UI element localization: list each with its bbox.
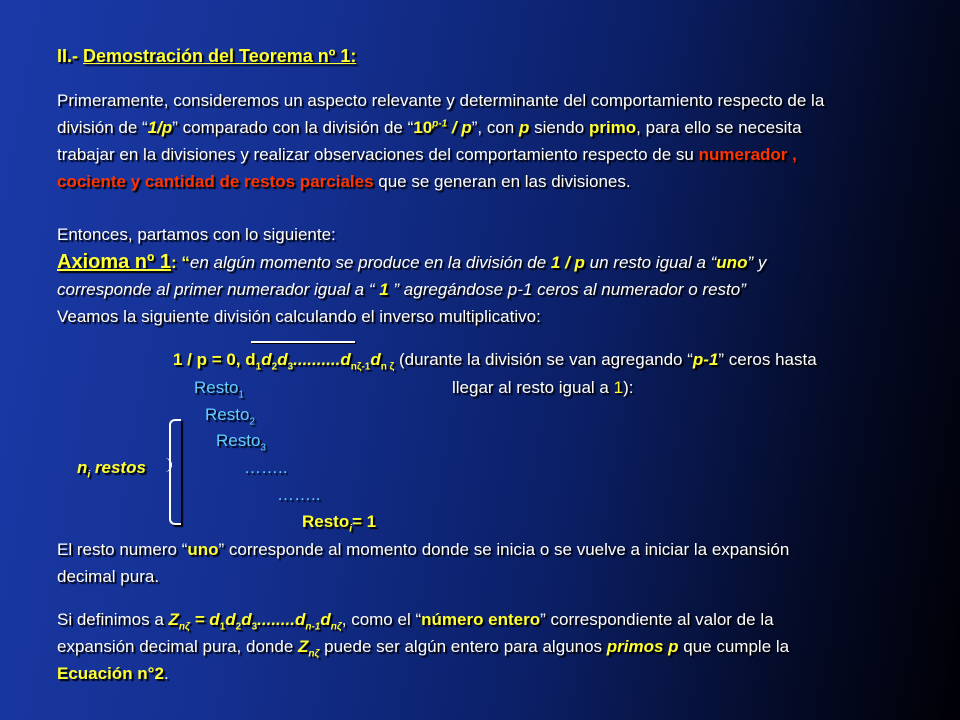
title-number: II.-	[57, 46, 78, 66]
division-note-2: llegar al resto igual a 1):	[452, 378, 634, 397]
period-overline	[251, 341, 355, 343]
para1-line1: Primeramente, consideremos un aspecto relevante y determinante del comportamiento respecto de la	[57, 91, 825, 110]
para3-line2: decimal pura.	[57, 567, 160, 586]
restos-brace	[169, 419, 181, 525]
n-restos-label: $n_i$ restos	[77, 458, 146, 481]
axiom-line: Axioma nº 1: “en algún momento se produce en la división de 1 / p un resto igual a “uno” y	[57, 251, 767, 273]
para1-line4: cociente y cantidad de restos parciales que se generan en las divisiones.	[57, 172, 631, 191]
resto-1: Resto$_1$	[194, 378, 244, 401]
resto-3: Resto$_3$	[216, 431, 266, 454]
title-text: Demostración del Teorema nº 1:	[83, 46, 357, 66]
slide-title	[57, 46, 356, 67]
para2-line4: Veamos la siguiente división calculando el inverso multiplicativo:	[57, 307, 541, 326]
para1-line2: división de “1/p” comparado con la división de “10$^{p-1}$ / p”, con p siendo primo, para ello se necesita	[57, 118, 802, 137]
dots-1: ……..	[244, 458, 288, 477]
para2-line3: corresponde al primer numerador igual a “ 1 ” agregándose p-1 ceros al numerador o resto”	[57, 280, 746, 299]
resto-i: Resto$_i$= 1	[302, 512, 377, 535]
resto-2: Resto$_2$	[205, 405, 255, 428]
dots-2: ……..	[277, 485, 321, 504]
para1-line3: trabajar en la divisiones y realizar observaciones del comportamiento respecto de su numerador ,	[57, 145, 797, 164]
para3-line1: El resto numero “uno” corresponde al momento donde se inicia o se vuelve a iniciar la expansión	[57, 540, 790, 559]
division-equation: 1 / p = 0, $d_1d_2d_3..........d_{n\zeta-1}d_{n \zeta}$ (durante la división se van agregando “p-1” ceros hasta	[173, 350, 817, 373]
para4-line3: Ecuación n°2.	[57, 664, 169, 683]
para2-line1: Entonces, partamos con lo siguiente:	[57, 225, 336, 244]
para4-line1: Si definimos a $Z_{n\zeta} = d_1d_2d_3........d_{n-1}d_{n\zeta}$, como el “número entero” correspondiente al valor de la	[57, 610, 774, 633]
axiom-heading: Axioma nº 1	[57, 251, 172, 273]
para4-line2: expansión decimal pura, donde $Z_{n\zeta}$ puede ser algún entero para algunos primos p que cumple la	[57, 637, 790, 660]
